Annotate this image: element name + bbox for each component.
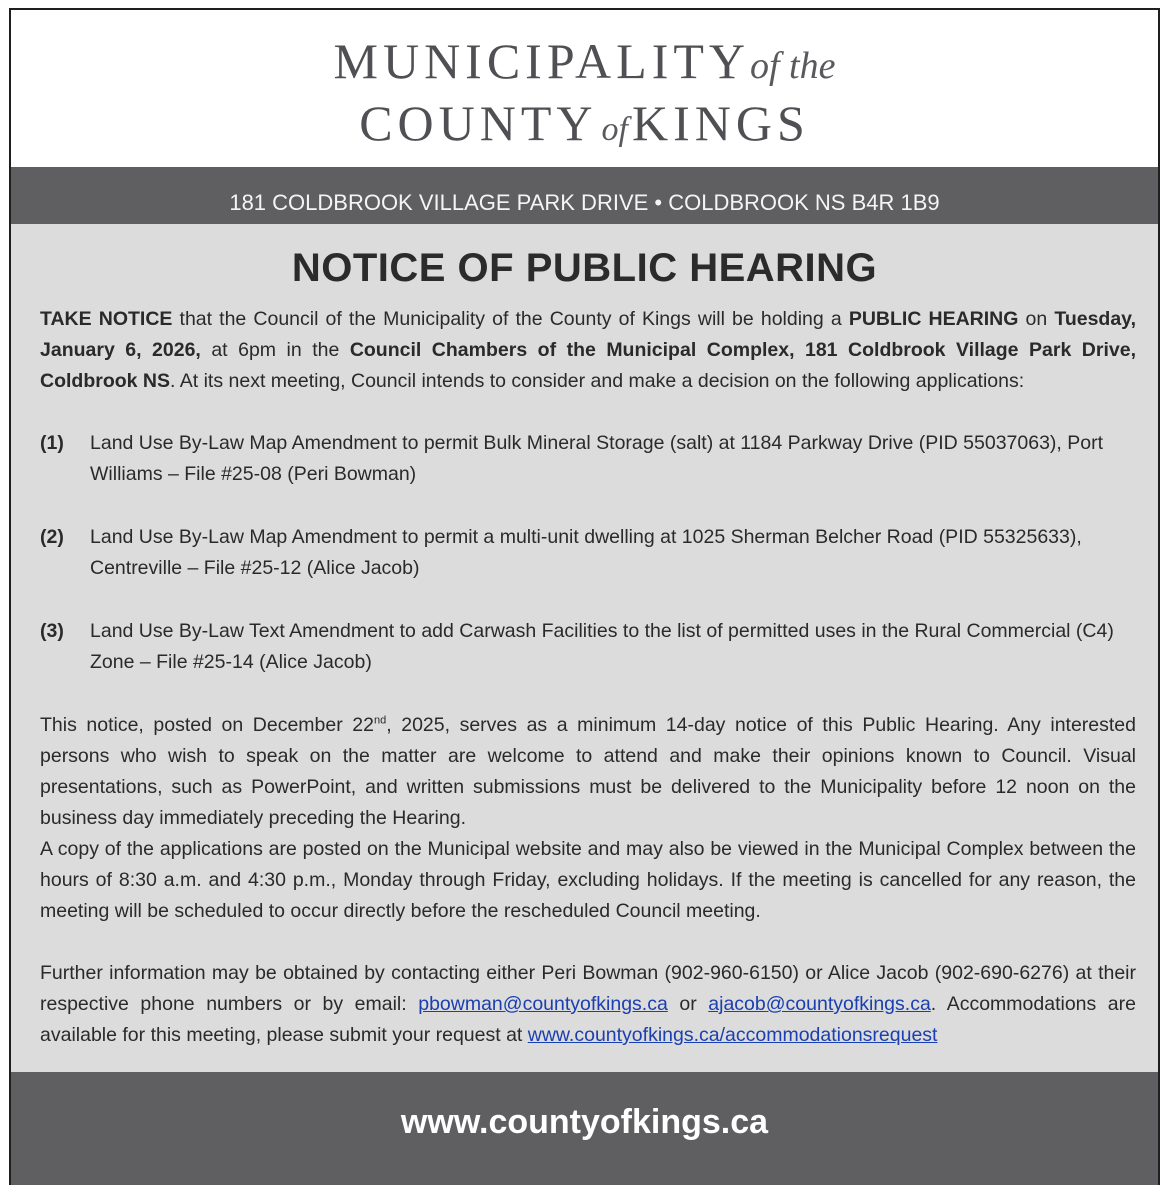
ordinal-suffix: nd	[374, 714, 387, 727]
application-number: (3)	[40, 620, 64, 642]
notice-text-2: , 2025, serves as a minimum 14-day notice of this Public Hearing. Any interested persons who wish to speak on the matter are welcome to attend and make their opinions known to Council. Visual presentations, such as PowerPoint, and written submissions must be delivered to the Municipality before 12 noon on the business day immediately preceding the Hearing.	[40, 714, 1136, 829]
municipality-logo	[11, 10, 1158, 167]
further-text-2: or	[667, 993, 709, 1015]
further-text-3: . Accommodations are available for this meeting, please submit your request at	[40, 993, 1136, 1046]
application-item	[40, 522, 1136, 584]
logo-municipality-text: MUNICIPALITY	[333, 33, 750, 89]
logo-of-the-text: of the	[750, 45, 836, 87]
email-link-pbowman[interactable]: pbowman@countyofkings.ca	[418, 993, 668, 1015]
notice-period-paragraph	[40, 710, 1136, 834]
website-url[interactable]: www.countyofkings.ca	[400, 1103, 769, 1141]
further-text-1: Further information may be obtained by contacting either Peri Bowman (902-960-6150) or Alice Jacob (902-690-6276) at their respective phone numbers or by email:	[40, 962, 1136, 1015]
hearing-location-text: Council Chambers of the Municipal Complex, 181 Coldbrook Village Park Drive, Coldbrook NS	[40, 339, 1136, 392]
application-item	[40, 428, 1136, 490]
logo-county-text: COUNTY	[359, 95, 598, 151]
notice-text-1: This notice, posted on December 22	[40, 714, 374, 736]
take-notice-text: TAKE NOTICE	[40, 308, 173, 330]
email-link-ajacob[interactable]: ajacob@countyofkings.ca	[708, 993, 931, 1015]
notice-frame	[9, 8, 1160, 1185]
hearing-date-text: Tuesday, January 6, 2026,	[40, 308, 1136, 361]
intro-text-4: . At its next meeting, Council intends to consider and make a decision on the following applications:	[170, 370, 1025, 392]
application-number: (2)	[40, 526, 64, 548]
intro-text-1: that the Council of the Municipality of the County of Kings will be holding a	[172, 308, 849, 330]
public-hearing-text: PUBLIC HEARING	[848, 308, 1019, 330]
logo-kings-text: KINGS	[631, 95, 810, 151]
logo-line-2	[11, 94, 1158, 152]
application-text: Land Use By-Law Text Amendment to add Carwash Facilities to the list of permitted uses in the Rural Commercial (C4) Zone – File #25-14 (Alice Jacob)	[90, 620, 1114, 673]
application-number: (1)	[40, 432, 64, 454]
notice-body	[11, 224, 1158, 1072]
logo-of-text: of	[601, 111, 628, 148]
accommodations-request-link[interactable]: www.countyofkings.ca/accommodationsrequest	[527, 1024, 938, 1046]
footer-bar	[11, 1072, 1158, 1185]
logo-line-1	[11, 32, 1158, 90]
application-item	[40, 616, 1136, 678]
notice-title: NOTICE OF PUBLIC HEARING	[291, 246, 878, 290]
intro-text-3: at 6pm in the	[200, 339, 350, 361]
copy-availability-paragraph: A copy of the applications are posted on the Municipal website and may also be viewed in the Municipal Complex between the hours of 8:30 a.m. and 4:30 p.m., Monday through Friday, excluding holidays. If the meeting is cancelled for any reason, the meeting will be scheduled to occur directly before the rescheduled Council meeting.	[40, 838, 1136, 922]
address-text: 181 COLDBROOK VILLAGE PARK DRIVE • COLDBROOK NS B4R 1B9	[229, 190, 940, 215]
further-info-paragraph	[40, 958, 1136, 1051]
intro-paragraph	[40, 304, 1136, 397]
application-text: Land Use By-Law Map Amendment to permit a multi-unit dwelling at 1025 Sherman Belcher Road (PID 55325633), Centreville – File #25-12 (Alice Jacob)	[90, 526, 1082, 579]
address-bar	[11, 167, 1158, 224]
intro-text-2: on	[1018, 308, 1055, 330]
application-text: Land Use By-Law Map Amendment to permit Bulk Mineral Storage (salt) at 1184 Parkway Drive (PID 55037063), Port Williams – File #25-08 (Peri Bowman)	[90, 432, 1104, 485]
